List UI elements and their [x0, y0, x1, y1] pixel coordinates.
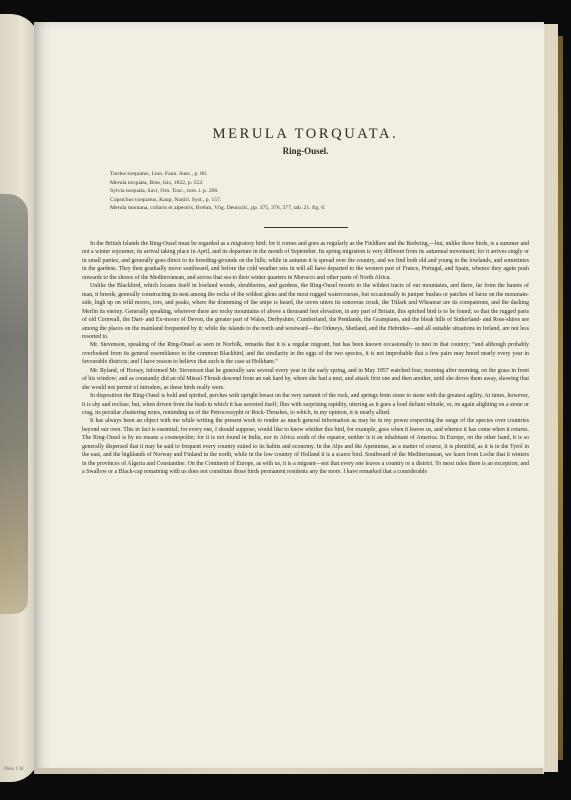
- page-edges: [544, 24, 558, 772]
- page-bottom-edge: [35, 768, 543, 774]
- bird-plate-illustration: [0, 194, 28, 614]
- paragraph: Mr. Ryland, of Horsey, informed Mr. Stevenson that he generally saw several every year in the early spring, and in May 1857 watched four, morning after morning, on the grass in front of his window; and as constantly did an old Missel-Thrush descend from an oak hard by, where she had a nest, and attack first one and then another, until she drove them away, showing that she would not permit of intruders, as these birds really were.: [82, 367, 529, 391]
- synonymy-list: [110, 170, 529, 213]
- synonym-entry: Copsichus torquatus, Kaup, Natürl. Syst., p. 157.: [110, 196, 222, 203]
- synonym-entry: Turdus torquatus, Linn. Faun. Suec., p. 80.: [110, 171, 208, 177]
- body-text: [82, 240, 529, 477]
- paragraph: It has always been an object with me while writing the present work to render as much general information as may be in my power respecting the range of the species over countries beyond our own. This in fact is essential; for every one, I should suppose, would like to know whither this bird, for example, goes when it leaves us, and whence it has come when it returns. The Ring-Ousel is by no means a cosmopolite; for it is not found in India, nor in Africa south of the equator, neither is it an inhabitant of America. In Europe, on the other hand, it is so generally dispersed that it may be said to frequent every country suited to its habits and economy. In the Alps and the Apennines, as a matter of course, it is plentiful, as it is in the Tyrol in the east, and the highlands of Norway and Finland in the north, while in the low country of Holland it is a scarce bird. Southward of the Mediterranean, we learn from Loche that it winters in the provinces of Algeria and Constantine. On the Continent of Europe, as with us, it is a migrant—not that every one leaves a country or a district. To most rules there is an exception; and a Swallow or a Black-cap remaining with us does not constitute those birds permanent residents any the more. I have remarked that a considerable: [82, 418, 529, 476]
- gilt-edge: [558, 36, 563, 760]
- species-title: MERULA TORQUATA.: [212, 126, 399, 142]
- plate-label: Plate 1 M: [4, 767, 24, 772]
- paragraph: Mr. Stevenson, speaking of the Ring-Ousel as seen in Norfolk, remarks that it is a regular migrant, but has been known occasionally to nest in that country; “and although probably overlooked from its general resemblance to the common Blackbird, and the similarity in the eggs of the two species, it is not improbable that a few pairs may breed nearly every year in favourable districts; and I have reason to believe that such is the case at Holkham.”: [82, 342, 529, 366]
- common-name: Ring-Ousel.: [282, 146, 329, 156]
- synonym-entry: Merula torquata, Boie, Isis, 1822, p. 552.: [110, 179, 204, 186]
- paragraph: In disposition the Ring-Ousel is bold and spirited, perches with upright breast on the very summit of the rock, and springs from stone to stone with the greatest agility. At times, however, it is shy and recluse, but, when driven from the bush in which it has secreted itself, flies with surprising rapidity, uttering as it goes a loud defiant whistle, or, on again alighting on a stone or crag, its peculiar chattering notes, reminding us of the Petrocossyphi or Rock-Thrushes, to which, in my opinion, it is nearly allied.: [82, 393, 529, 417]
- paragraph: Unlike the Blackbird, which locates itself in lowland woods, shrubberies, and gardens, the Ring-Ousel resorts to the wildest tracts of our mountains, and there, far from the haunts of man, it breeds, generally constructing its nest among the rocks of the wildest glens and the most rugged watercourses, but occasionally in juniper bushes or patches of furze on the mountain-side, high up on wild moors, tors, and peaks, where the drumming of the snipe is heard, the raven utters its sonorous croak, the Titlark and Wheatear are its companions, and the dashing Merlin its enemy. Generally speaking, wherever there are rocky mountains of above a thousand feet elevation, in any part of Britain, this spirited bird is to be found; so that the rugged parts of old Cornwall, the Dart- and Ex-moors of Devon, the greater part of Wales, Derbyshire, Cumberland, the Pentlands, the Grampians, and the bleak hills of Sutherland- and Ross-shires are among the places on the mainland frequented by it; while the islands to the north and westward—the Orkneys, Shetland, and the Hebrides—and all suitable situations in Ireland, are not less resorted to.: [82, 283, 529, 340]
- paragraph: In the British Islands the Ring-Ousel must be regarded as a migratory bird; for it comes and goes as regularly as the Fieldfare and the Redwing,—but, unlike those birds, is a summer and not a winter sojourner, its arrival taking place in April, and its departure in the month of September. Its spring migration is very different from its autumnal movement; for it arrives singly or in small parties, and generally goes direct to its breeding-grounds on the hills; while in autumn it is spread over the country, and we find both old and young in the lowlands, and sometimes in the gardens. They then gradually move southward, and before the cold weather sets in will all have departed to the western part of France, Portugal, and Spain, whence they again push onwards to the shores of the Mediterranean, and across that sea to their winter quarters in Morocco and other parts of North Africa.: [82, 240, 529, 281]
- section-divider: [264, 227, 348, 228]
- article: [82, 126, 529, 477]
- synonym-entry: Merula montana, collaris et alpestris, Brehm, Vög. Deutschl., pp. 375, 376, 377, tab. 21. fig. 6.: [110, 205, 326, 212]
- synonym-entry: Sylvia torquata, Savi, Orn. Tosc., tom. i. p. 206.: [110, 188, 219, 195]
